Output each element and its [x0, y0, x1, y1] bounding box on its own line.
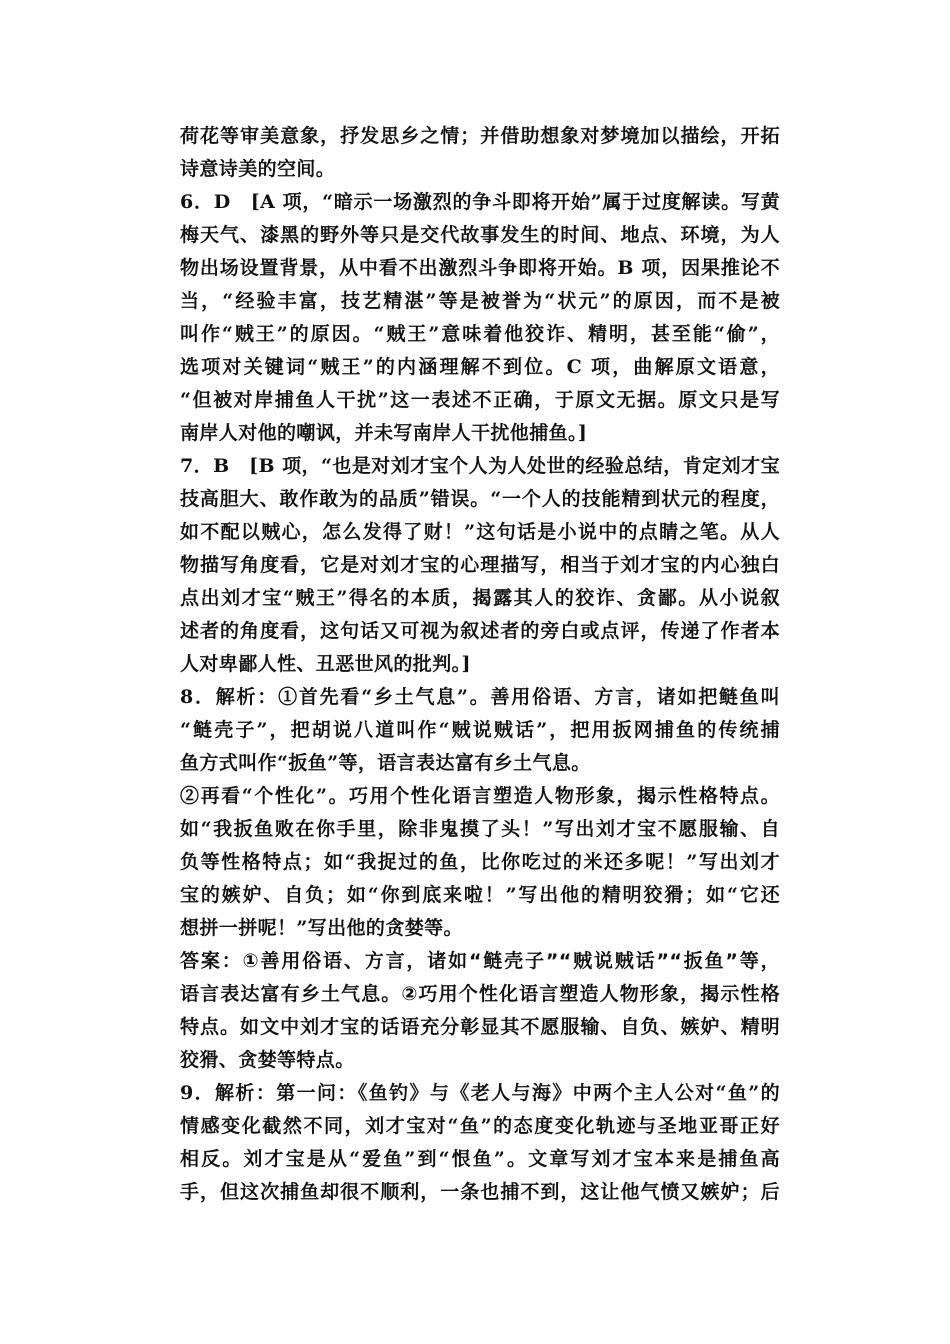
text-line: “但被对岸捕鱼人干扰”这一表述不正确，于原文无据。原文只是写	[180, 389, 780, 411]
text-line: 鱼方式叫作“扳鱼”等，语言表达富有乡土气息。	[180, 752, 591, 774]
text-line: 物描写角度看，它是对刘才宝的心理描写，相当于刘才宝的内心独白	[180, 554, 780, 576]
text-line: 宝的嫉妒、自负；如“你到底来啦！”写出他的精明狡猾；如“它还	[180, 884, 780, 906]
text-line: 当，“经验丰富，技艺精湛”等是被誉为“状元”的原因，而不是被	[180, 290, 780, 312]
text-line: 叫作“贼王”的原因。“贼王”意味着他狡诈、精明，甚至能“偷”，	[180, 323, 780, 345]
text-line: 技高胆大、敢作敢为的品质”错误。“一个人的技能精到状元的程度，	[180, 488, 780, 510]
text-line: 情感变化截然不同，刘才宝对“鱼”的态度变化轨迹与圣地亚哥正好	[180, 1115, 780, 1137]
text-line: 梅天气、漆黑的野外等只是交代故事发生的时间、地点、环境，为人	[180, 224, 780, 246]
text-line: 物出场设置背景，从中看不出激烈斗争即将开始。B 项，因果推论不	[180, 257, 780, 279]
text-line: 人对卑鄙人性、丑恶世风的批判。]	[180, 653, 471, 675]
text-line: 述者的角度看，这句话又可视为叙述者的旁白或点评，传递了作者本	[180, 620, 780, 642]
text-line: 6．D [A 项，“暗示一场激烈的争斗即将开始”属于过度解读。写黄	[180, 191, 780, 213]
answer-line: 狡猾、贪婪等特点。	[180, 1049, 355, 1071]
text-line: 如“我扳鱼败在你手里，除非鬼摸了头！”写出刘才宝不愿服输、自	[180, 818, 780, 840]
document-page	[180, 120, 780, 1209]
text-line: 诗意诗美的空间。	[180, 158, 336, 180]
text-line: 相反。刘才宝是从“爱鱼”到“恨鱼”。文章写刘才宝本来是捕鱼高	[180, 1148, 780, 1170]
answer-line: 语言表达富有乡土气息。②巧用个性化语言塑造人物形象，揭示性格	[180, 983, 780, 1005]
text-line: 8．解析：①首先看“乡土气息”。善用俗语、方言，诸如把鲢鱼叫	[180, 686, 780, 708]
text-line: 负等性格特点；如“我捉过的鱼，比你吃过的米还多呢！”写出刘才	[180, 851, 780, 873]
text-line: “鲢壳子”，把胡说八道叫作“贼说贼话”，把用扳网捕鱼的传统捕	[180, 719, 780, 741]
text-line: 荷花等审美意象，抒发思乡之情；并借助想象对梦境加以描绘，开拓	[180, 125, 780, 147]
text-line: 7．B [B 项，“也是对刘才宝个人为人处世的经验总结，肯定刘才宝	[180, 455, 780, 477]
text-line: 9．解析：第一问：《鱼钓》与《老人与海》中两个主人公对“鱼”的	[180, 1082, 780, 1104]
text-line: 想拼一拼呢！”写出他的贪婪等。	[180, 917, 463, 939]
text-line: 如不配以贼心，怎么发得了财！”这句话是小说中的点睛之笔。从人	[180, 521, 780, 543]
text-line: 点出刘才宝“贼王”得名的本质，揭露其人的狡诈、贪鄙。从小说叙	[180, 587, 780, 609]
text-line: ②再看“个性化”。巧用个性化语言塑造人物形象，揭示性格特点。	[180, 785, 780, 807]
text-line: 手，但这次捕鱼却很不顺利，一条也捕不到，这让他气愤又嫉妒；后	[180, 1181, 780, 1203]
text-line: 南岸人对他的嘲讽，并未写南岸人干扰他捕鱼。]	[180, 422, 588, 444]
answer-line: 特点。如文中刘才宝的话语充分彰显其不愿服输、自负、嫉妒、精明	[180, 1016, 780, 1038]
answer-line: 答案：①善用俗语、方言，诸如“鲢壳子”“贼说贼话”“扳鱼”等，	[180, 950, 780, 972]
text-line: 选项对关键词“贼王”的内涵理解不到位。C 项，曲解原文语意，	[180, 356, 780, 378]
